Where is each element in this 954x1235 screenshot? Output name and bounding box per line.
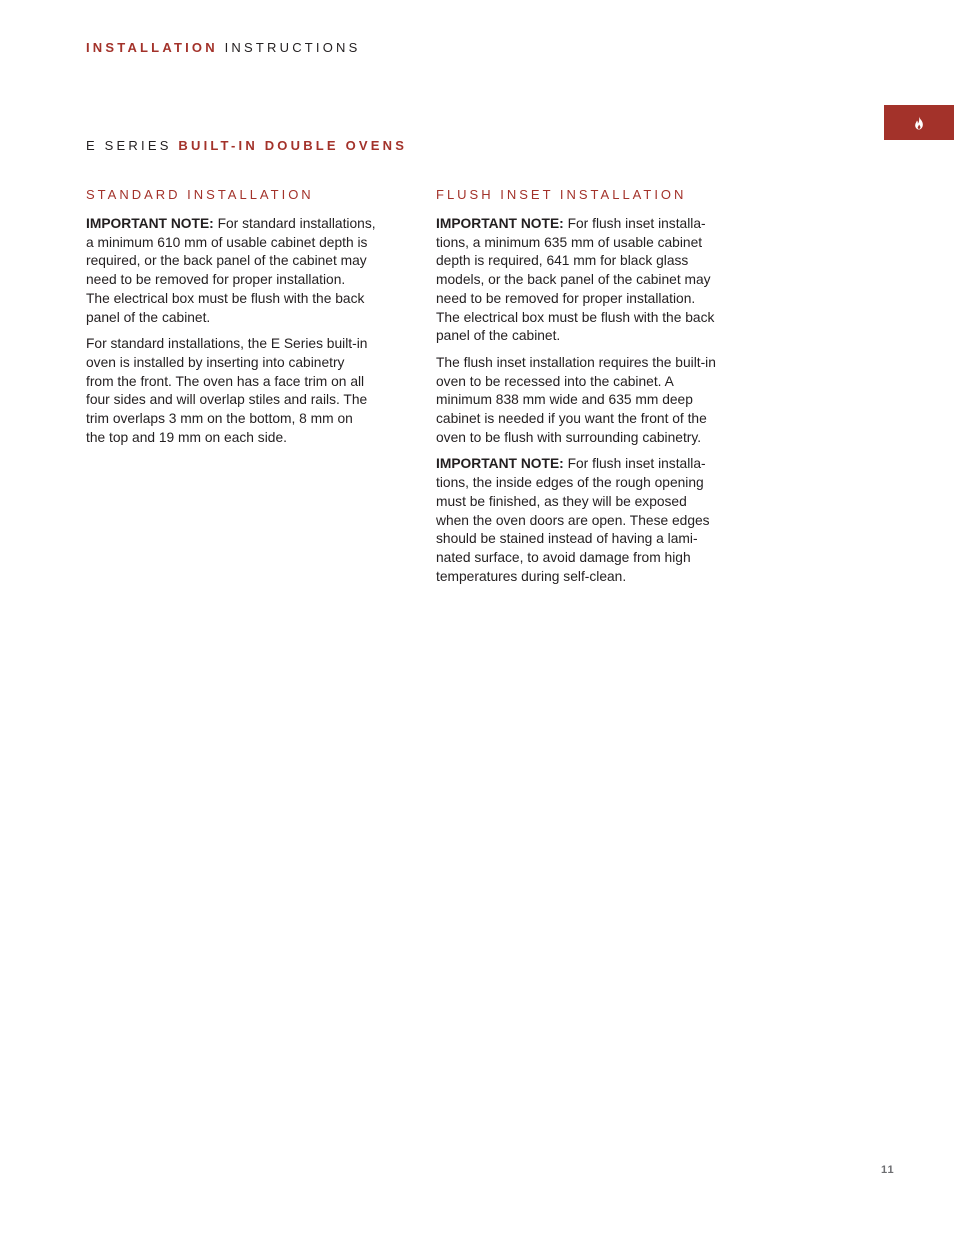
standard-paragraph: For standard installations, the E Series built-in oven is installed by inserting into cabinetry from the front. The oven has a face trim on all four sides and will overlap stiles and rails. The trim overlaps 3 mm on the bottom, 8 mm on the top and 19 mm on each side. bbox=[86, 336, 368, 445]
section-title bbox=[86, 138, 407, 153]
note-label: IMPORTANT NOTE: bbox=[86, 216, 214, 231]
standard-important-note: IMPORTANT NOTE: For standard installations, a minimum 610 mm of usable cabinet depth is required, or the back panel of the cabinet may need to be removed for proper installation. The electrical box must be flush with the back panel of the cabinet. bbox=[86, 216, 376, 325]
flush-paragraph: The flush inset installation requires the built-in oven to be recessed into the cabinet. A minimum 838 mm wide and 635 mm deep cabinet is needed if you want the front of the oven to be flush with surrounding cabinetry. bbox=[436, 354, 716, 445]
section-title-prefix: E SERIES bbox=[86, 138, 172, 153]
page-number: 11 bbox=[881, 1164, 895, 1176]
flush-inset-installation-column bbox=[436, 187, 766, 594]
running-header bbox=[86, 40, 361, 55]
running-header-bold: INSTALLATION bbox=[86, 40, 218, 55]
note-label: IMPORTANT NOTE: bbox=[436, 456, 564, 472]
flame-icon bbox=[913, 116, 925, 130]
running-header-light: INSTRUCTIONS bbox=[224, 40, 361, 55]
section-tab bbox=[884, 105, 954, 140]
flush-inset-installation-heading: FLUSH INSET INSTALLATION bbox=[436, 187, 687, 202]
section-title-main: BUILT-IN DOUBLE OVENS bbox=[178, 138, 408, 153]
flush-important-note-1: IMPORTANT NOTE: For flush inset installa- tions, a minimum 635 mm of usable cabinet depth is required, 641 mm for black glass models, or the back panel of the cabinet may need to be removed for proper installation. The electrical box must be flush with the back panel of the cabinet. bbox=[436, 216, 715, 344]
standard-installation-column bbox=[86, 187, 416, 455]
standard-installation-heading: STANDARD INSTALLATION bbox=[86, 187, 314, 202]
flush-important-note-2: IMPORTANT NOTE: For flush inset installa- tions, the inside edges of the rough opening must be finished, as they will be exposed when the oven doors are open. These edges should be stained instead of having a lami- nated surface, to avoid damage from high temperatures during self-clean. bbox=[436, 456, 710, 584]
note-label: IMPORTANT NOTE: bbox=[436, 216, 564, 231]
